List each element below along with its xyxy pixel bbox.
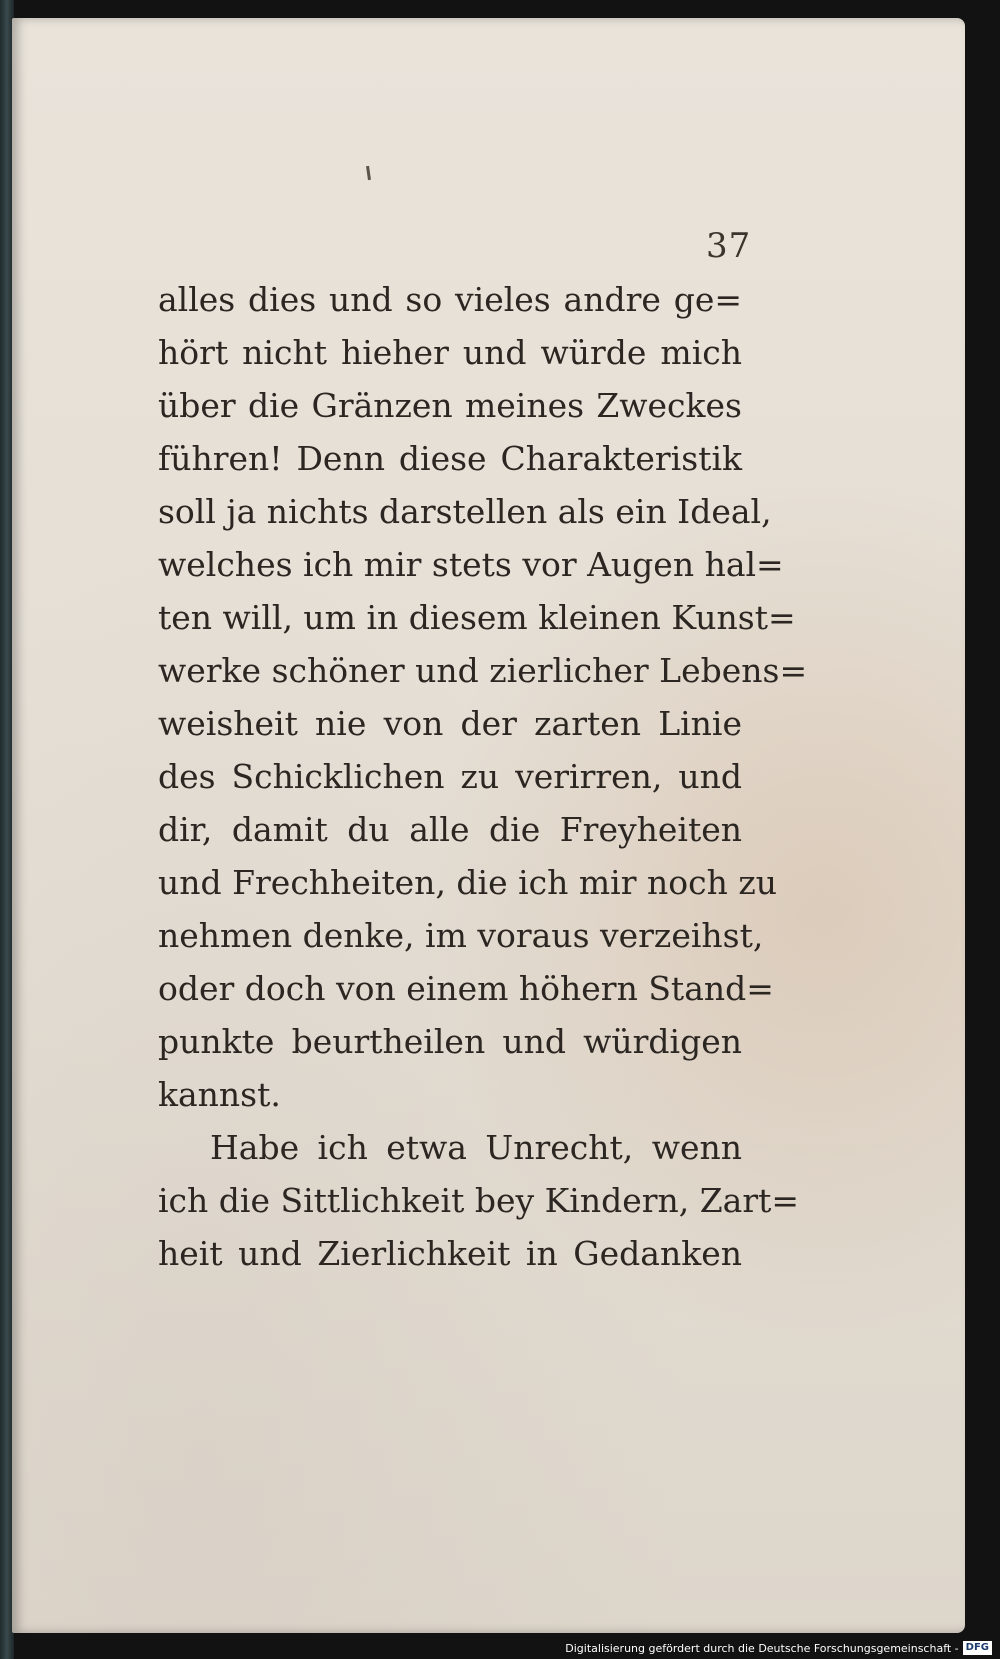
text-line: nehmen denke, im voraus verzeihst, xyxy=(158,916,764,955)
digitization-footer xyxy=(565,1639,992,1657)
text-line: welches ich mir stets vor Augen hal= xyxy=(158,545,784,584)
text-line: über die Gränzen meines Zweckes xyxy=(158,386,742,425)
text-line: ich die Sittlichkeit bey Kindern, Zart= xyxy=(158,1181,800,1220)
text-line: werke schöner und zierlicher Lebens= xyxy=(158,651,808,690)
text-line: des Schicklichen zu verirren, und xyxy=(158,757,742,796)
text-line: soll ja nichts darstellen als ein Ideal, xyxy=(158,492,772,531)
text-line: alles dies und so vieles andre ge= xyxy=(158,280,742,319)
text-line: führen! Denn diese Charakteristik xyxy=(158,439,742,478)
text-line: heit und Zierlichkeit in Gedanken xyxy=(158,1234,742,1273)
text-line: punkte beurtheilen und würdigen xyxy=(158,1022,742,1061)
text-line: hört nicht hieher und würde mich xyxy=(158,333,742,372)
text-line: Habe ich etwa Unrecht, wenn xyxy=(210,1128,742,1167)
footer-credit: Digitalisierung gefördert durch die Deutsche Forschungsgemeinschaft - xyxy=(565,1641,959,1655)
text-line: und Frechheiten, die ich mir noch zu xyxy=(158,863,777,902)
dfg-logo-icon: DFG xyxy=(963,1641,992,1655)
text-line: dir, damit du alle die Freyheiten xyxy=(158,810,742,849)
page-number: 37 xyxy=(706,226,752,266)
text-line: oder doch von einem höhern Stand= xyxy=(158,969,774,1008)
text-line: kannst. xyxy=(158,1075,281,1114)
text-line: ten will, um in diesem kleinen Kunst= xyxy=(158,598,796,637)
book-page xyxy=(12,18,965,1633)
text-line: weisheit nie von der zarten Linie xyxy=(158,704,742,743)
ink-mark xyxy=(366,166,371,180)
